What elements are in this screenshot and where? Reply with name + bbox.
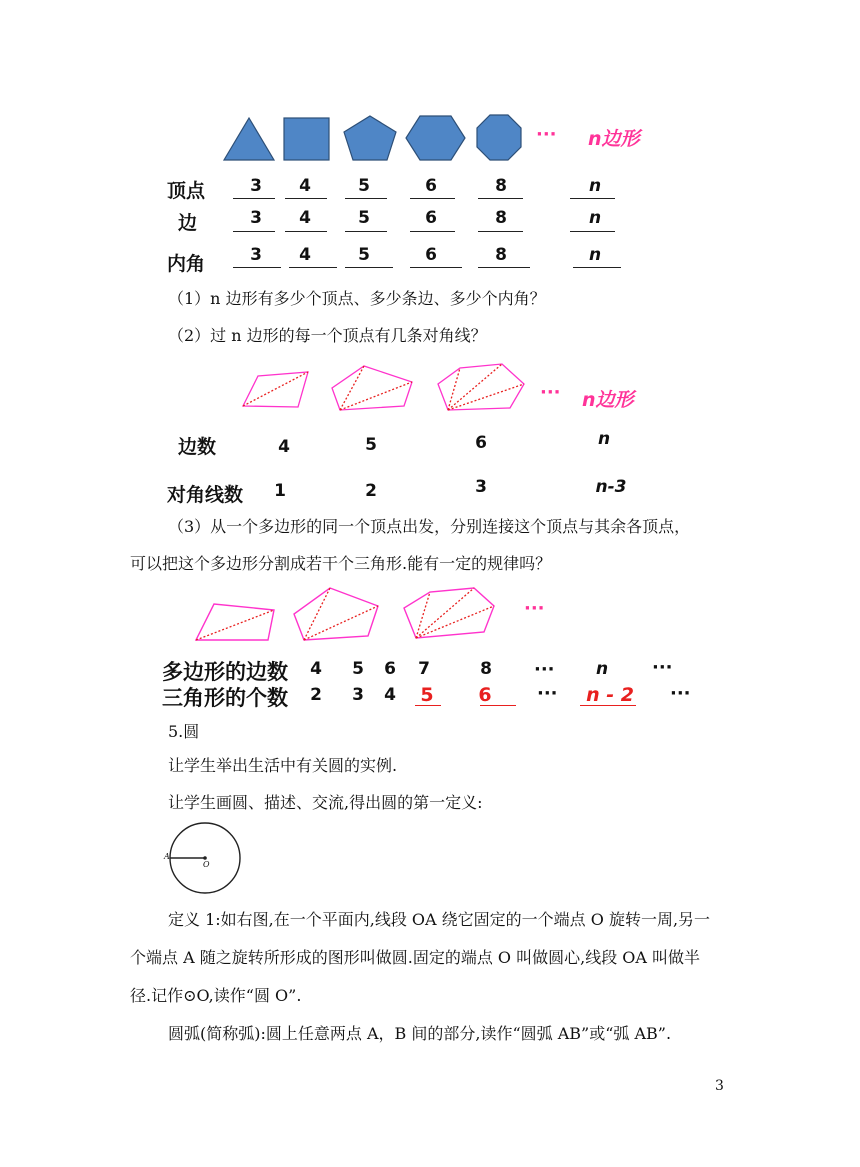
t3-sides-dots-1: ··· [534, 659, 555, 680]
octagon-shape [477, 115, 521, 160]
circle-line-2: 让学生画圆、描述、交流,得出圆的第一定义: [168, 793, 483, 812]
quadrilateral-triangulation [196, 604, 274, 640]
cell-edges-1: 3 [250, 208, 262, 228]
n-polygon-label-1: n边形 [588, 128, 640, 150]
row-label-angles: 内角 [167, 253, 206, 275]
t3-sides-5: 5 [352, 659, 364, 679]
cell-sides-n: n [597, 429, 611, 449]
cell-sides-1: 4 [278, 437, 290, 457]
row-label-diagonal-count: 对角线数 [167, 484, 244, 506]
cell-diagonals-1: 1 [274, 481, 286, 501]
t3-tri-answer-5: 5 [420, 684, 434, 706]
polygon-shapes-figure [220, 110, 540, 166]
cell-edges-4: 6 [425, 208, 437, 228]
question-3-line-1: （3）从一个多边形的同一个顶点出发，分别连接这个顶点与其余各顶点， [168, 517, 691, 536]
t3-tri-4: 4 [384, 685, 396, 705]
row-label-vertices: 顶点 [167, 180, 206, 202]
pentagon-diagonals [332, 366, 412, 410]
triangulation-figures [192, 584, 502, 646]
t3-tri-answer-n-minus-2: n - 2 [586, 684, 634, 706]
question-1: （1）n 边形有多少个顶点、多少条边、多少个内角？ [168, 289, 546, 308]
cell-diagonals-3: 3 [475, 477, 487, 497]
t3-sides-n: n [595, 659, 609, 679]
t3-sides-dots-2: ··· [652, 657, 673, 678]
t3-tri-2: 2 [310, 685, 322, 705]
point-o-label: O [203, 860, 210, 869]
cell-vertices-1: 3 [250, 176, 262, 196]
definition-line-3: 径.记作⊙O,读作“圆 O”. [130, 986, 302, 1005]
t3-tri-3: 3 [352, 685, 364, 705]
question-2: （2）过 n 边形的每一个顶点有几条对角线？ [168, 326, 487, 345]
cell-angles-3: 5 [358, 245, 370, 265]
t3-tri-dots-1: ··· [537, 683, 558, 704]
triangle-shape [224, 118, 274, 160]
pentagon-triangulation [294, 588, 378, 640]
hexagon-shape [406, 116, 465, 160]
row-label-edges: 边 [178, 212, 198, 234]
cell-angles-5: 8 [495, 245, 507, 265]
cell-angles-n: n [588, 245, 602, 265]
t3-tri-dots-2: ··· [670, 683, 691, 704]
definition-line-2: 个端点 A 随之旋转所形成的图形叫做圆.固定的端点 O 叫做圆心,线段 OA 叫做半 [130, 948, 701, 967]
hexagon-triangulation [404, 588, 494, 638]
cell-edges-5: 8 [495, 208, 507, 228]
row-label-triangle-count: 三角形的个数 [162, 686, 288, 710]
cell-angles-2: 4 [299, 245, 311, 265]
cell-edges-3: 5 [358, 208, 370, 228]
cell-vertices-4: 6 [425, 176, 437, 196]
cell-vertices-5: 8 [495, 176, 507, 196]
square-shape [284, 118, 329, 160]
t3-sides-6: 6 [384, 659, 396, 679]
definition-line-1: 定义 1:如右图,在一个平面内,线段 OA 绕它固定的一个端点 O 旋转一周,另一 [168, 910, 711, 929]
page-number: 3 [715, 1078, 724, 1094]
circle-line-1: 让学生举出生活中有关圆的实例. [168, 756, 398, 775]
point-a-label: A [164, 852, 170, 861]
n-polygon-label-2: n边形 [582, 389, 634, 411]
cell-sides-2: 5 [365, 435, 377, 455]
row-label-polygon-sides: 多边形的边数 [162, 660, 288, 684]
pentagon-shape [344, 116, 396, 160]
ellipsis-2: ··· [540, 382, 561, 403]
cell-angles-4: 6 [425, 245, 437, 265]
cell-angles-1: 3 [250, 245, 262, 265]
row-label-side-count: 边数 [178, 436, 217, 458]
cell-vertices-2: 4 [299, 176, 311, 196]
ellipsis-1: ··· [536, 124, 557, 145]
t3-sides-8: 8 [480, 659, 492, 679]
t3-tri-answer-6: 6 [478, 684, 492, 706]
section-heading-circle: 5.圆 [168, 722, 200, 741]
t3-sides-7: 7 [418, 659, 430, 679]
ellipsis-3: ··· [524, 598, 545, 619]
hexagon-diagonals [438, 364, 524, 410]
cell-sides-3: 6 [475, 433, 487, 453]
cell-diagonals-2: 2 [365, 481, 377, 501]
cell-edges-2: 4 [299, 208, 311, 228]
cell-vertices-3: 5 [358, 176, 370, 196]
quadrilateral-diagonal [243, 372, 308, 407]
diagonal-figures [240, 362, 540, 422]
arc-definition: 圆弧(简称弧):圆上任意两点 A，B 间的部分,读作“圆弧 AB”或“弧 AB”. [168, 1024, 672, 1043]
cell-edges-n: n [588, 208, 602, 228]
t3-sides-4: 4 [310, 659, 322, 679]
cell-diagonals-n: n-3 [595, 477, 627, 497]
cell-vertices-n: n [588, 176, 602, 196]
question-3-line-2: 可以把这个多边形分割成若干个三角形.能有一定的规律吗？ [130, 554, 552, 573]
